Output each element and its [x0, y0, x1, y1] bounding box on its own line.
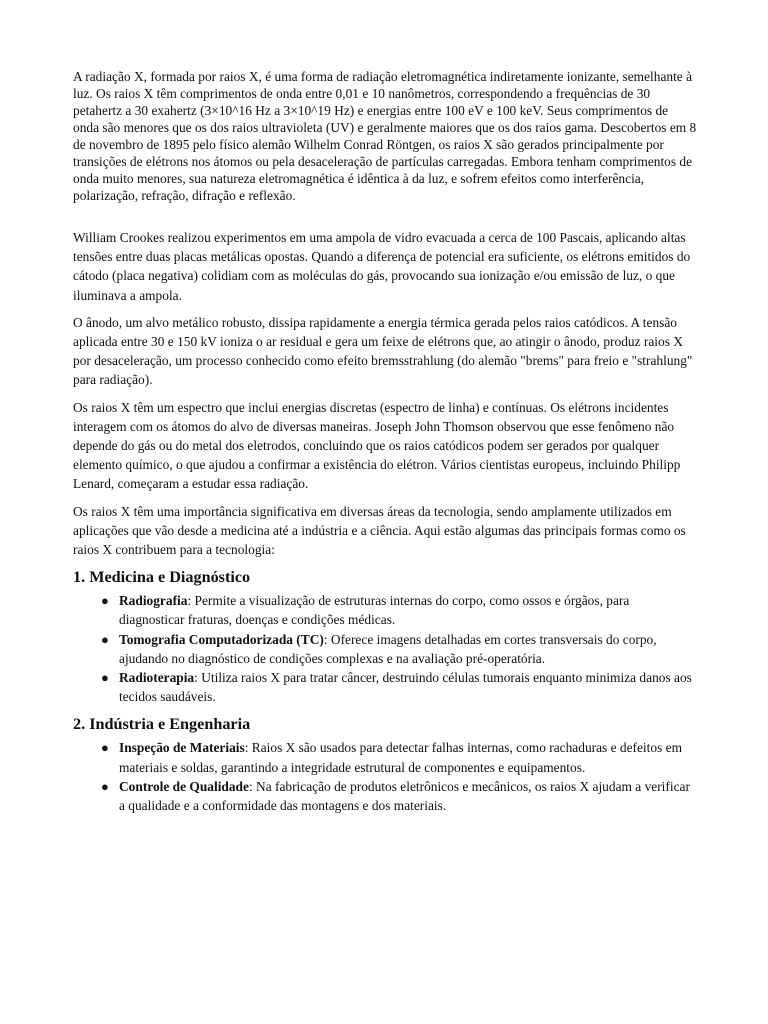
- list-industria: [73, 738, 697, 815]
- paragraph-anodo: O ânodo, um alvo metálico robusto, dissipa rapidamente a energia térmica gerada pelos raios catódicos. A tensão aplicada entre 30 e 150 kV ioniza o ar residual e gera um feixe de elétrons que, ao atingir o ânodo, produz raios X por desaceleração, um processo conhecido como efeito bremsstrahlung (do alemão "brems" para freio e "strahlung" para radiação).: [73, 314, 693, 388]
- list-item: [101, 630, 697, 668]
- document-page: [73, 68, 697, 815]
- paragraph-crookes: William Crookes realizou experimentos em uma ampola de vidro evacuada a cerca de 100 Pascais, aplicando altas tensões entre duas placas metálicas opostas. Quando a diferença de potencial era suficiente, os elétrons emitidos do cátodo (placa negativa) colidiam com as moléculas do gás, provocando sua ionização e/ou emissão de luz, o que iluminava a ampola.: [73, 230, 691, 303]
- list-medicina: [73, 591, 697, 706]
- section-heading-medicina: 1. Medicina e Diagnóstico: [73, 568, 251, 587]
- list-item-term: Radiografia: [119, 593, 188, 609]
- bullet-icon: ●: [101, 670, 109, 686]
- bullet-icon: ●: [101, 778, 109, 794]
- paragraph-espectro: Os raios X têm um espectro que inclui energias discretas (espectro de linha) e contínuas. Os elétrons incidentes interagem com os átomos do alvo de diversas maneiras. Joseph John Thomson observou que esse fenômeno não depende do gás ou do metal dos eletrodos, concluindo que os raios catódicos podem ser gerados por qualquer elemento químico, o que ajudou a confirmar a existência do elétron. Vários cientistas europeus, incluindo Philipp Lenard, começaram a estudar essa radiação.: [73, 399, 681, 492]
- list-item-text: : Permite a visualização de estruturas internas do corpo, como ossos e órgãos, para diagnosticar fraturas, doenças e condições médicas.: [119, 593, 630, 628]
- paragraph-intro: A radiação X, formada por raios X, é uma forma de radiação eletromagnética indiretamente ionizante, semelhante à luz. Os raios X têm comprimentos de onda entre 0,01 e 10 nanômetros, correspondendo a frequências de 30 petahertz a 30 exahertz (3×10^16 Hz a 3×10^19 Hz) e energias entre 100 eV e 100 keV. Seus comprimentos de onda são menores que os dos raios ultravioleta (UV) e geralmente maiores que os dos raios gama. Descobertos em 8 de novembro de 1895 pelo físico alemão Wilhelm Conrad Röntgen, os raios X são gerados principalmente por transições de elétrons nos átomos ou pela desaceleração de partículas carregadas. Embora tenham comprimentos de onda muito menores, sua natureza eletromagnética é idêntica à da luz, e sofrem efeitos como interferência, polarização, refração, difração e reflexão.: [73, 69, 697, 203]
- section-heading-industria: 2. Indústria e Engenharia: [73, 715, 251, 734]
- list-item-term: Inspeção de Materiais: [119, 740, 245, 756]
- list-item: [101, 668, 697, 706]
- list-item-text: : Raios X são usados para detectar falhas internas, como rachaduras e defeitos em materiais e soldas, garantindo a integridade estrutural de componentes e equipamentos.: [119, 740, 682, 775]
- list-item-text: : Na fabricação de produtos eletrônicos e mecânicos, os raios X ajudam a verificar a qualidade e a conformidade das montagens e dos materiais.: [119, 778, 690, 814]
- list-item: [101, 738, 697, 776]
- bullet-icon: ●: [101, 631, 109, 647]
- bullet-icon: ●: [101, 740, 109, 756]
- list-item: [101, 777, 697, 815]
- list-item-term: Tomografia Computadorizada (TC): [119, 631, 324, 647]
- list-item: [101, 591, 697, 629]
- paragraph-importancia: Os raios X têm uma importância significativa em diversas áreas da tecnologia, sendo amplamente utilizados em aplicações que vão desde a medicina até a indústria e a ciência. Aqui estão algumas das principais formas como os raios X contribuem para a tecnologia:: [73, 503, 686, 558]
- list-item-text: : Oferece imagens detalhadas em cortes transversais do corpo, ajudando no diagnóstico de condições complexas e na avaliação pré-operatória.: [119, 631, 657, 666]
- list-item-term: Radioterapia: [119, 670, 195, 686]
- list-item-text: : Utiliza raios X para tratar câncer, destruindo células tumorais enquanto minimiza danos aos tecidos saudáveis.: [119, 670, 692, 705]
- bullet-icon: ●: [101, 593, 109, 609]
- list-item-term: Controle de Qualidade: [119, 778, 249, 794]
